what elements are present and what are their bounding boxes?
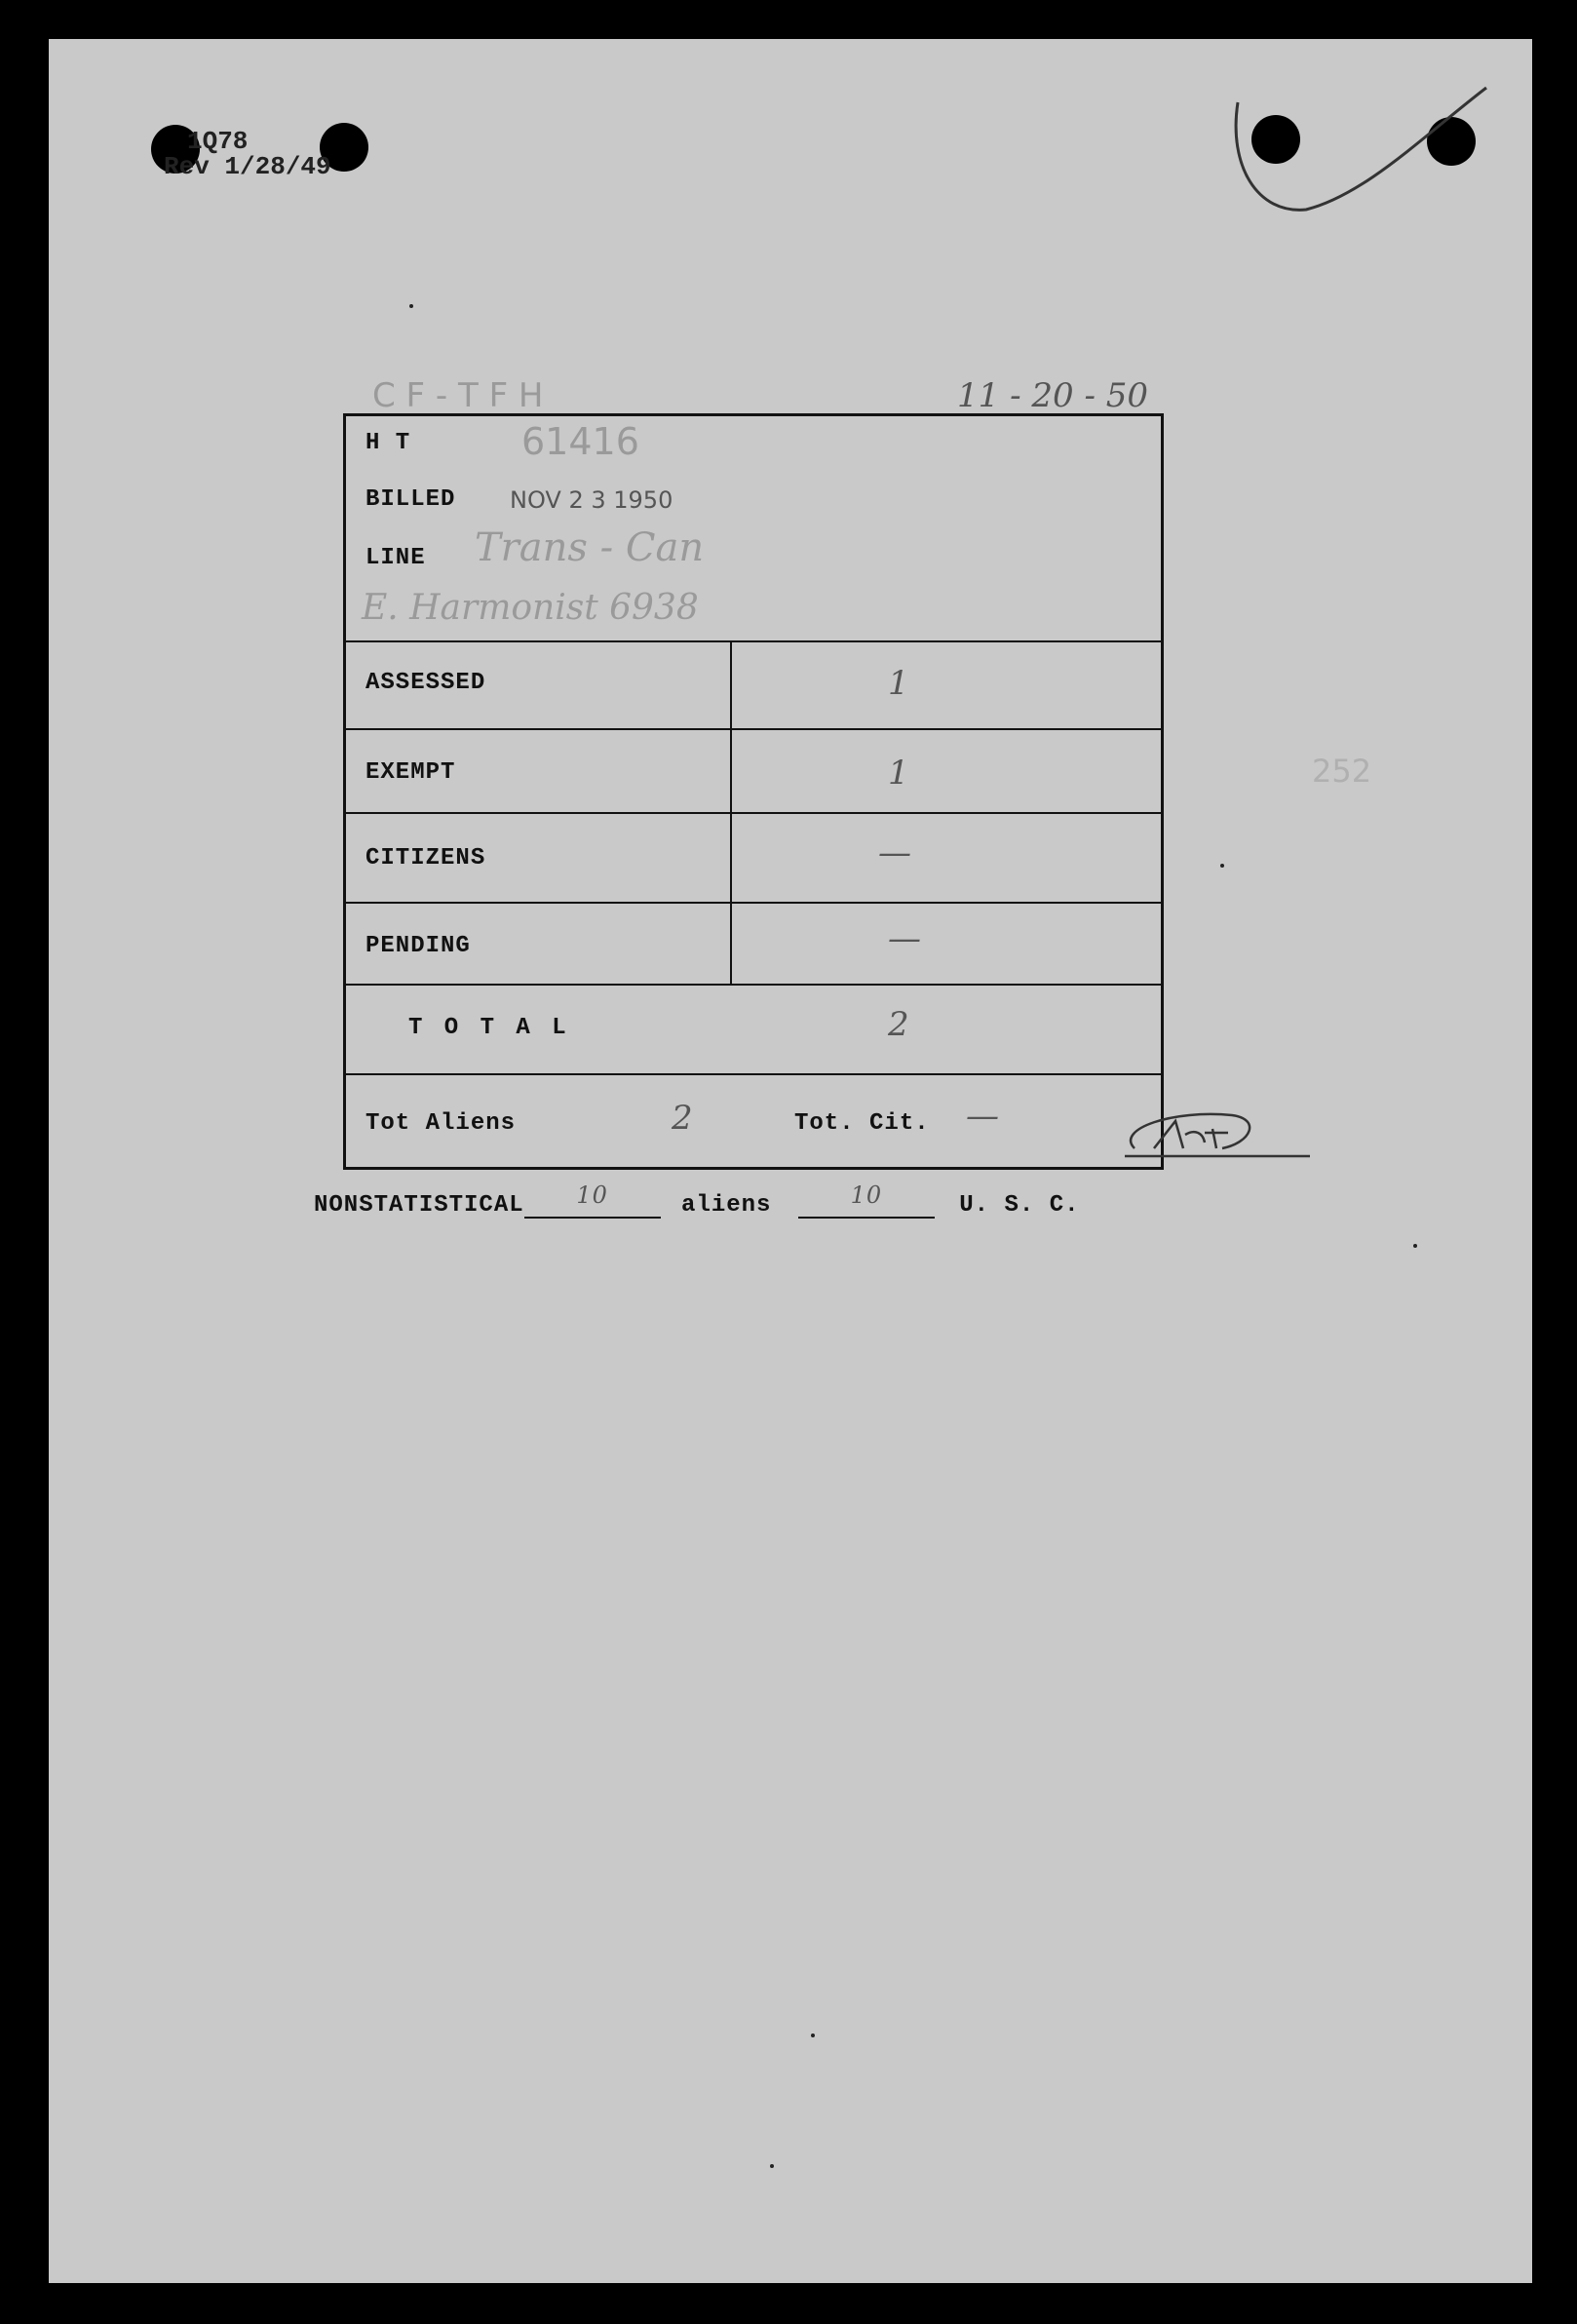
tot-cit-value: — xyxy=(966,1097,999,1136)
form-revision: Rev 1/28/49 xyxy=(164,152,331,181)
speck xyxy=(409,304,413,308)
check-mark-icon xyxy=(1228,78,1501,224)
citizens-value: — xyxy=(878,833,911,872)
header-date: 11 - 20 - 50 xyxy=(957,376,1148,415)
exempt-value: 1 xyxy=(888,754,909,793)
line-value: Trans - Can xyxy=(475,525,705,570)
speck xyxy=(770,2164,774,2168)
ht-label: H T xyxy=(365,430,411,456)
line-label: LINE xyxy=(365,545,426,571)
nonstatistical-line xyxy=(314,1181,1080,1219)
nonstat-aliens-label: aliens xyxy=(681,1192,772,1219)
total-value: 2 xyxy=(888,1005,909,1044)
tally-form xyxy=(343,413,1164,1170)
exempt-label: EXEMPT xyxy=(365,759,456,786)
citizens-label: CITIZENS xyxy=(365,845,486,872)
assessed-value: 1 xyxy=(888,664,909,703)
margin-number: 252 xyxy=(1312,753,1372,790)
pending-label: PENDING xyxy=(365,933,471,959)
ht-value: 61416 xyxy=(521,420,639,463)
nonstat-label: NONSTATISTICAL xyxy=(314,1192,524,1219)
tot-aliens-label: Tot Aliens xyxy=(365,1110,517,1137)
tot-cit-label: Tot. Cit. xyxy=(794,1110,930,1137)
initials-signature xyxy=(1115,1100,1316,1174)
pending-value: — xyxy=(888,919,921,958)
billed-label: BILLED xyxy=(365,486,456,513)
nonstat-aliens-value: 10 xyxy=(576,1181,608,1209)
assessed-label: ASSESSED xyxy=(365,670,486,696)
vessel-value: E. Harmonist 6938 xyxy=(362,588,699,628)
tot-aliens-value: 2 xyxy=(672,1099,693,1138)
form-number: 1Q78 xyxy=(187,127,249,156)
stamp-top: C F - T F H xyxy=(372,376,544,415)
billed-stamp: NOV 2 3 1950 xyxy=(510,486,673,514)
speck xyxy=(1413,1244,1417,1248)
speck xyxy=(811,2034,815,2037)
total-label: T O T A L xyxy=(408,1015,570,1041)
form-code xyxy=(164,129,331,179)
speck xyxy=(1220,864,1224,868)
nonstat-usc-value: 10 xyxy=(850,1181,883,1209)
nonstat-usc-label: U. S. C. xyxy=(959,1192,1080,1219)
